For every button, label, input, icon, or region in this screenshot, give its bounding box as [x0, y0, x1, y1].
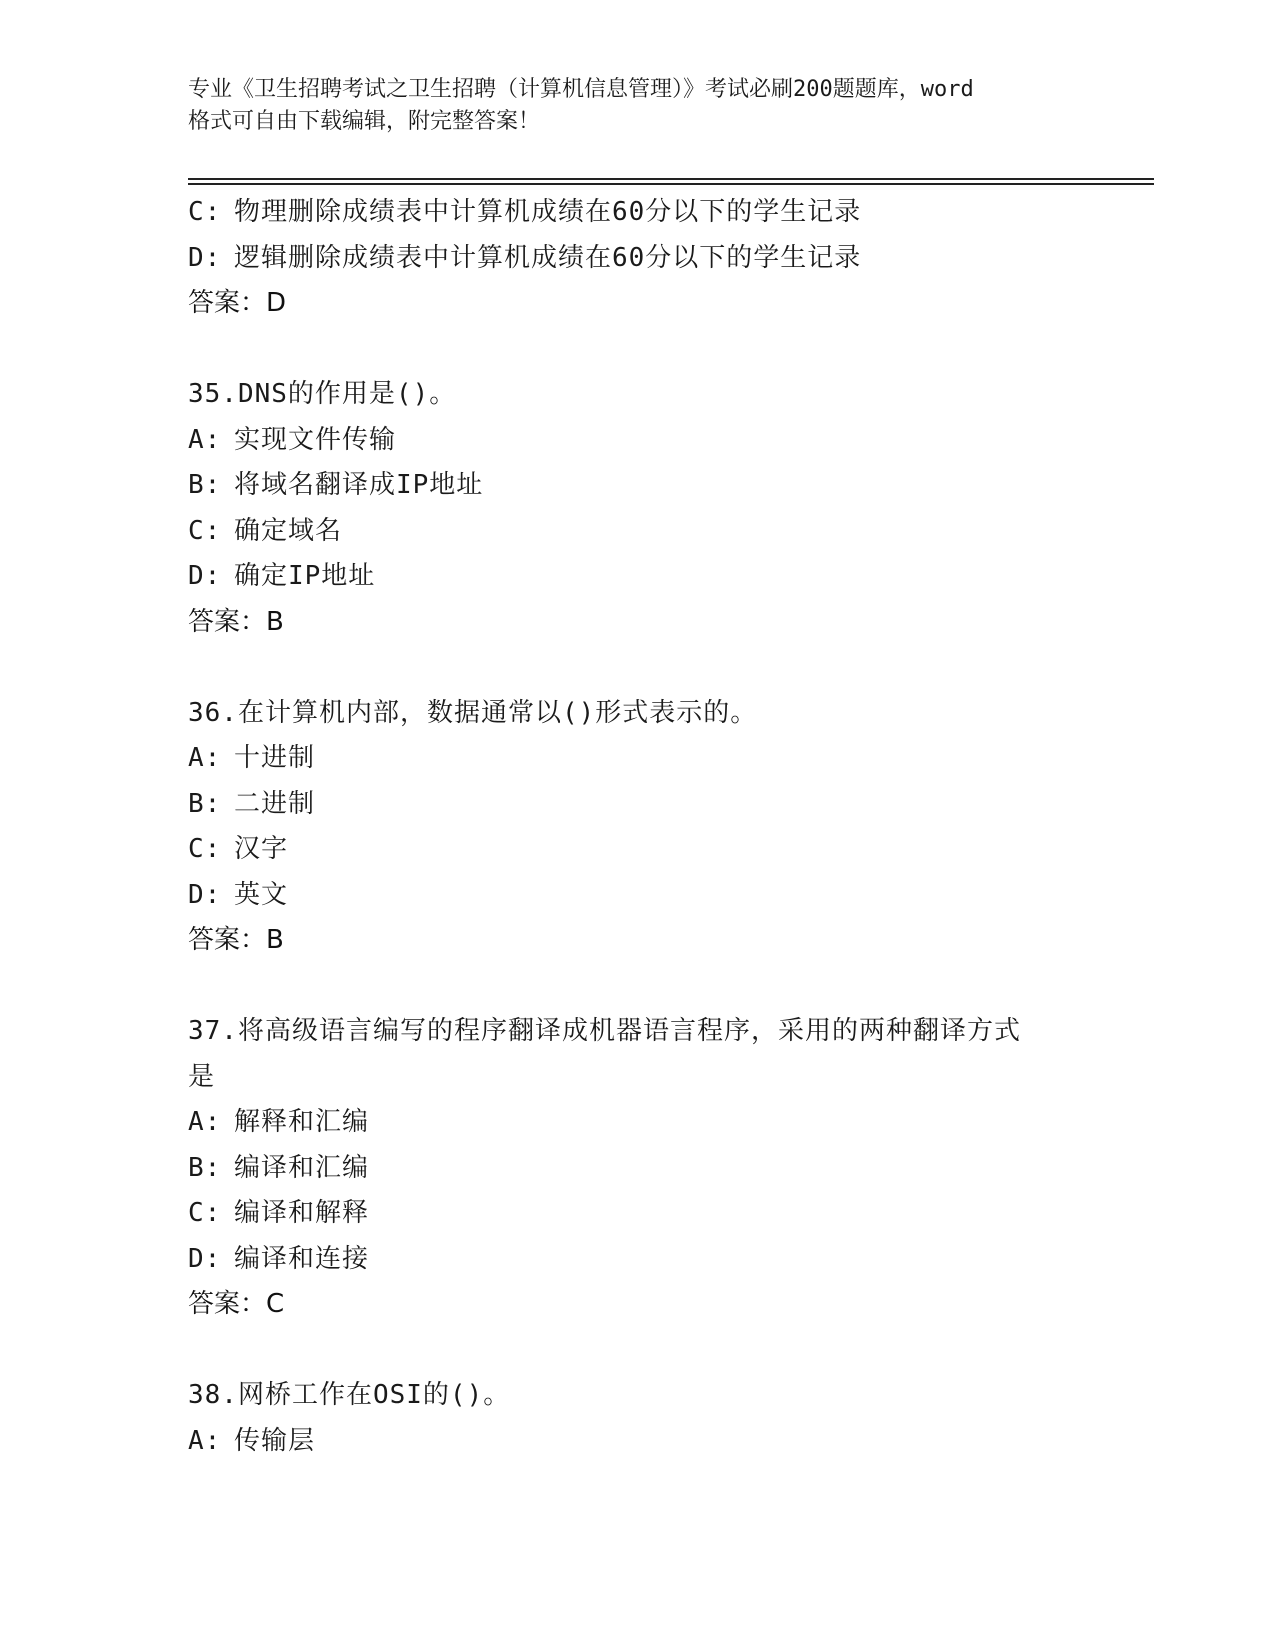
option-text: 十进制	[234, 743, 316, 773]
option-a	[188, 418, 1108, 464]
option-a	[188, 1419, 1108, 1465]
option-prefix: A:	[188, 1107, 222, 1137]
option-text: 汉字	[234, 834, 289, 864]
answer-line: 答案：C	[188, 1289, 285, 1319]
option-prefix: A:	[188, 743, 222, 773]
option-b	[188, 1146, 1108, 1192]
option-prefix: D:	[188, 1243, 222, 1274]
option-prefix: A:	[188, 424, 222, 455]
option-text: 确定域名	[234, 515, 343, 546]
option-prefix: C:	[188, 197, 222, 227]
option-text: 将域名翻译成IP地址	[234, 470, 484, 500]
answer-line: 答案：B	[188, 606, 284, 637]
question-stem: 36.在计算机内部，数据通常以()形式表示的。	[188, 697, 758, 728]
option-c	[188, 827, 1108, 873]
option-prefix: D:	[188, 879, 222, 910]
header-line-2: 格式可自由下载编辑，附完整答案！	[188, 109, 541, 134]
spacer	[188, 1328, 1108, 1374]
option-b	[188, 463, 1108, 509]
option-b	[188, 782, 1108, 828]
option-text: 实现文件传输	[234, 424, 397, 455]
question-stem: 37.将高级语言编写的程序翻译成机器语言程序，采用的两种翻译方式	[188, 1016, 1021, 1046]
document-header	[188, 74, 1088, 138]
option-prefix: C:	[188, 1198, 222, 1228]
option-prefix: D:	[188, 242, 222, 273]
answer-line: 答案：B	[188, 925, 284, 955]
question-list	[188, 190, 1108, 1464]
answer-line: 答案：D	[188, 288, 287, 318]
header-divider-top	[188, 178, 1154, 180]
option-text: 编译和连接	[234, 1243, 370, 1274]
header-line-1: 专业《卫生招聘考试之卫生招聘（计算机信息管理）》考试必刷200题题库，word	[188, 77, 974, 102]
option-d	[188, 554, 1108, 600]
option-prefix: B:	[188, 470, 222, 500]
option-a	[188, 736, 1108, 782]
spacer	[188, 964, 1108, 1010]
option-prefix: A:	[188, 1425, 222, 1456]
spacer	[188, 645, 1108, 691]
option-text: 编译和解释	[234, 1198, 370, 1228]
option-c	[188, 509, 1108, 555]
option-d	[188, 873, 1108, 919]
option-prefix: C:	[188, 515, 222, 546]
option-c	[188, 1191, 1108, 1237]
option-d	[188, 236, 1108, 282]
option-prefix: B:	[188, 788, 222, 819]
option-d	[188, 1237, 1108, 1283]
question-stem-continued: 是	[188, 1061, 216, 1092]
option-text: 逻辑删除成绩表中计算机成绩在60分以下的学生记录	[234, 242, 862, 273]
option-prefix: B:	[188, 1152, 222, 1183]
option-text: 二进制	[234, 788, 316, 819]
option-text: 确定IP地址	[234, 561, 376, 591]
option-text: 英文	[234, 879, 289, 910]
option-c	[188, 190, 1108, 236]
question-stem: 35.DNS的作用是()。	[188, 379, 457, 409]
option-text: 物理删除成绩表中计算机成绩在60分以下的学生记录	[234, 197, 862, 227]
option-text: 解释和汇编	[234, 1107, 370, 1137]
option-prefix: C:	[188, 834, 222, 864]
header-divider-bottom	[188, 183, 1154, 185]
option-prefix: D:	[188, 561, 222, 591]
option-text: 编译和汇编	[234, 1152, 370, 1183]
option-a	[188, 1100, 1108, 1146]
spacer	[188, 327, 1108, 373]
option-text: 传输层	[234, 1425, 316, 1456]
question-stem: 38.网桥工作在OSI的()。	[188, 1380, 511, 1410]
